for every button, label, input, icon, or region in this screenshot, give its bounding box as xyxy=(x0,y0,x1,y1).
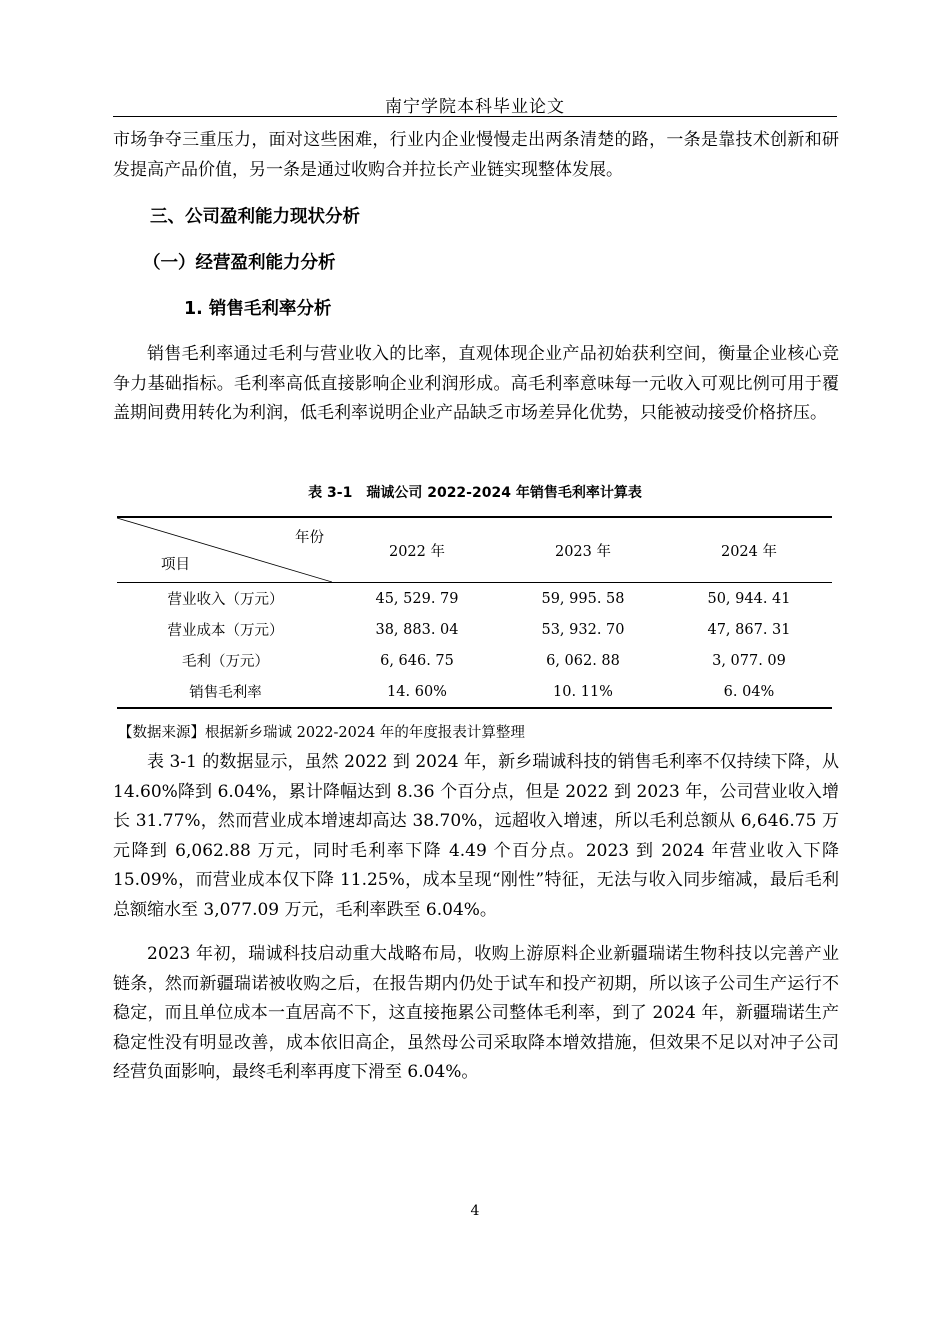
table-cell: 59, 995. 58 xyxy=(541,590,625,607)
table-cell: 53, 932. 70 xyxy=(541,621,625,638)
gross-margin-table xyxy=(117,516,832,709)
page-number: 4 xyxy=(470,1203,480,1219)
table-row xyxy=(117,614,832,645)
table-row xyxy=(117,676,832,708)
table-cell: 45, 529. 79 xyxy=(375,590,459,607)
row-label: 营业收入（万元） xyxy=(167,592,284,608)
paragraph-table-analysis: 表 3-1 的数据显示，虽然 2022 到 2024 年，新乡瑞诚科技的销售毛利率不仅持续下降，从 14.60%降到 6.04%，累计降幅达到 8.36 个百分点，但是 2022 到 2023 年，公司营业收入增长 31.77%，然而营业成本增速却高达 38.70%，远超收入增速，所以毛利总额从 6,646.75 万元降到 6,062.88 万元，同时毛利率下降 4.49 个百分点。2023 到 2024 年营业收入下降 15.09%，而营业成本仅下降 11.25%，成本呈现“刚性”特征，无法与收入同步缩减，最后毛利总额缩水至 3,077.09 万元，毛利率跌至 6.04%。 xyxy=(113,752,839,920)
paragraph-acquisition-impact: 2023 年初，瑞诚科技启动重大战略布局，收购上游原料企业新疆瑞诺生物科技以完善产业链条，然而新疆瑞诺被收购之后，在报告期内仍处于试车和投产初期，所以该子公司生产运行不稳定，而且单位成本一直居高不下，这直接拖累公司整体毛利率，到了 2024 年，新疆瑞诺生产稳定性没有明显改善，成本依旧高企，虽然母公司采取降本增效措施，但效果不足以对冲子公司经营负面影响，最终毛利率再度下滑至 6.04%。 xyxy=(113,944,839,1082)
table-cell: 50, 944. 41 xyxy=(707,590,791,607)
table-cell: 10. 11% xyxy=(553,683,613,700)
table-cell: 6. 04% xyxy=(723,683,775,700)
table-header-row xyxy=(117,517,832,583)
header-rule xyxy=(113,116,837,117)
column-header-year: 2023 年 xyxy=(554,543,611,560)
table-cell: 3, 077. 09 xyxy=(712,652,786,669)
column-header-year: 2024 年 xyxy=(720,543,777,560)
row-label: 销售毛利率 xyxy=(189,685,262,701)
table-caption: 表 3-1 瑞诚公司 2022-2024 年销售毛利率计算表 xyxy=(308,485,642,501)
running-header-title: 南宁学院本科毕业论文 xyxy=(385,97,565,117)
corner-item-label: 项目 xyxy=(161,557,190,573)
table-row xyxy=(117,583,832,615)
corner-year-label: 年份 xyxy=(295,530,324,546)
table-corner-cell xyxy=(117,517,334,583)
column-header-year: 2022 年 xyxy=(388,543,445,560)
section-heading: 三、公司盈利能力现状分析 xyxy=(150,207,360,227)
subsection-heading: （一）经营盈利能力分析 xyxy=(143,253,336,273)
table-cell: 6, 646. 75 xyxy=(380,652,454,669)
table-cell: 14. 60% xyxy=(387,683,447,700)
table-cell: 47, 867. 31 xyxy=(707,621,791,638)
row-label: 营业成本（万元） xyxy=(167,623,284,639)
table-cell: 38, 883. 04 xyxy=(375,621,459,638)
paragraph-gross-margin-definition: 销售毛利率通过毛利与营业收入的比率，直观体现企业产品初始获利空间，衡量企业核心竞争力基础指标。毛利率高低直接影响企业利润形成。高毛利率意味每一元收入可观比例可用于覆盖期间费用转化为利润，低毛利率说明企业产品缺乏市场差异化优势，只能被动接受价格挤压。 xyxy=(113,344,839,423)
table-row xyxy=(117,645,832,676)
table-cell: 6, 062. 88 xyxy=(546,652,620,669)
subsubsection-heading: 1. 销售毛利率分析 xyxy=(184,299,332,319)
row-label: 毛利（万元） xyxy=(182,654,269,670)
table-source-note: 【数据来源】根据新乡瑞诚 2022-2024 年的年度报表计算整理 xyxy=(118,725,525,741)
intro-paragraph: 市场争夺三重压力，面对这些困难，行业内企业慢慢走出两条清楚的路，一条是靠技术创新和研发提高产品价值，另一条是通过收购合并拉长产业链实现整体发展。 xyxy=(113,130,839,180)
